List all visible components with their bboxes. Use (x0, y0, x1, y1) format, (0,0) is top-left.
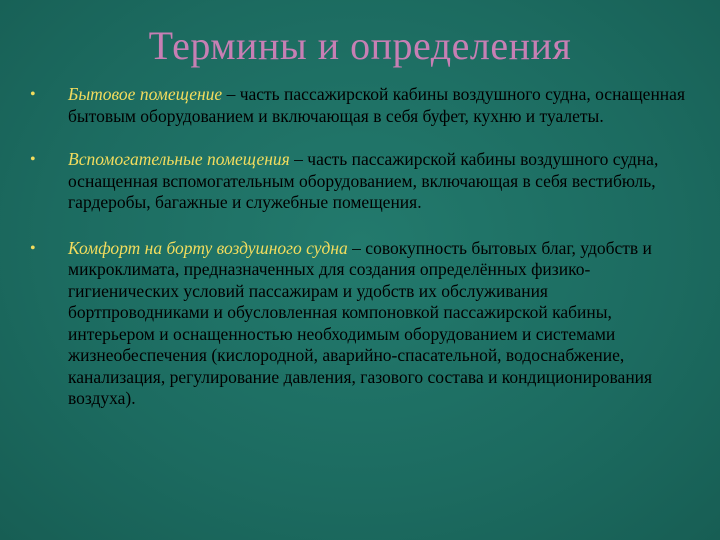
term-separator: – (289, 149, 308, 169)
definition-list (30, 84, 690, 432)
term-separator: – (222, 84, 240, 104)
definition: совокупность бытовых благ, удобств и микроклимата, предназначенных для создания определённых физико-гигиенических условий пассажирам и удобств их обслуживания бортпроводниками и обусловленная компоновкой пассажирской кабины, интерьером и оснащенностью необходимым оборудованием и системами жизнеобеспечения (кислородной, аварийно-спасательной, водоснабжение, канализация, регулирование давления, газового состава и кондиционирования воздуха). (68, 237, 653, 408)
slide-title: Термины и определения (148, 23, 572, 68)
definition: часть пассажирской кабины воздушного судна, оснащенная бытовым оборудованием и включающая в себя буфет, кухню и туалеты. (68, 84, 685, 126)
list-item (30, 149, 690, 214)
list-item (30, 84, 690, 127)
bullet-icon: • (30, 151, 36, 168)
term-separator: – (347, 237, 366, 258)
term: Бытовое помещение (68, 84, 223, 104)
term: Вспомогательные помещения (68, 149, 290, 169)
bullet-icon: • (30, 86, 36, 103)
term: Комфорт на борту воздушного судна (68, 237, 348, 258)
bullet-icon: • (30, 239, 36, 257)
definition: часть пассажирской кабины воздушного судна, оснащенная вспомогательным оборудованием, включающая в себя вестибюль, гардеробы, багажные и служебные помещения. (68, 149, 659, 212)
list-item (30, 238, 690, 410)
